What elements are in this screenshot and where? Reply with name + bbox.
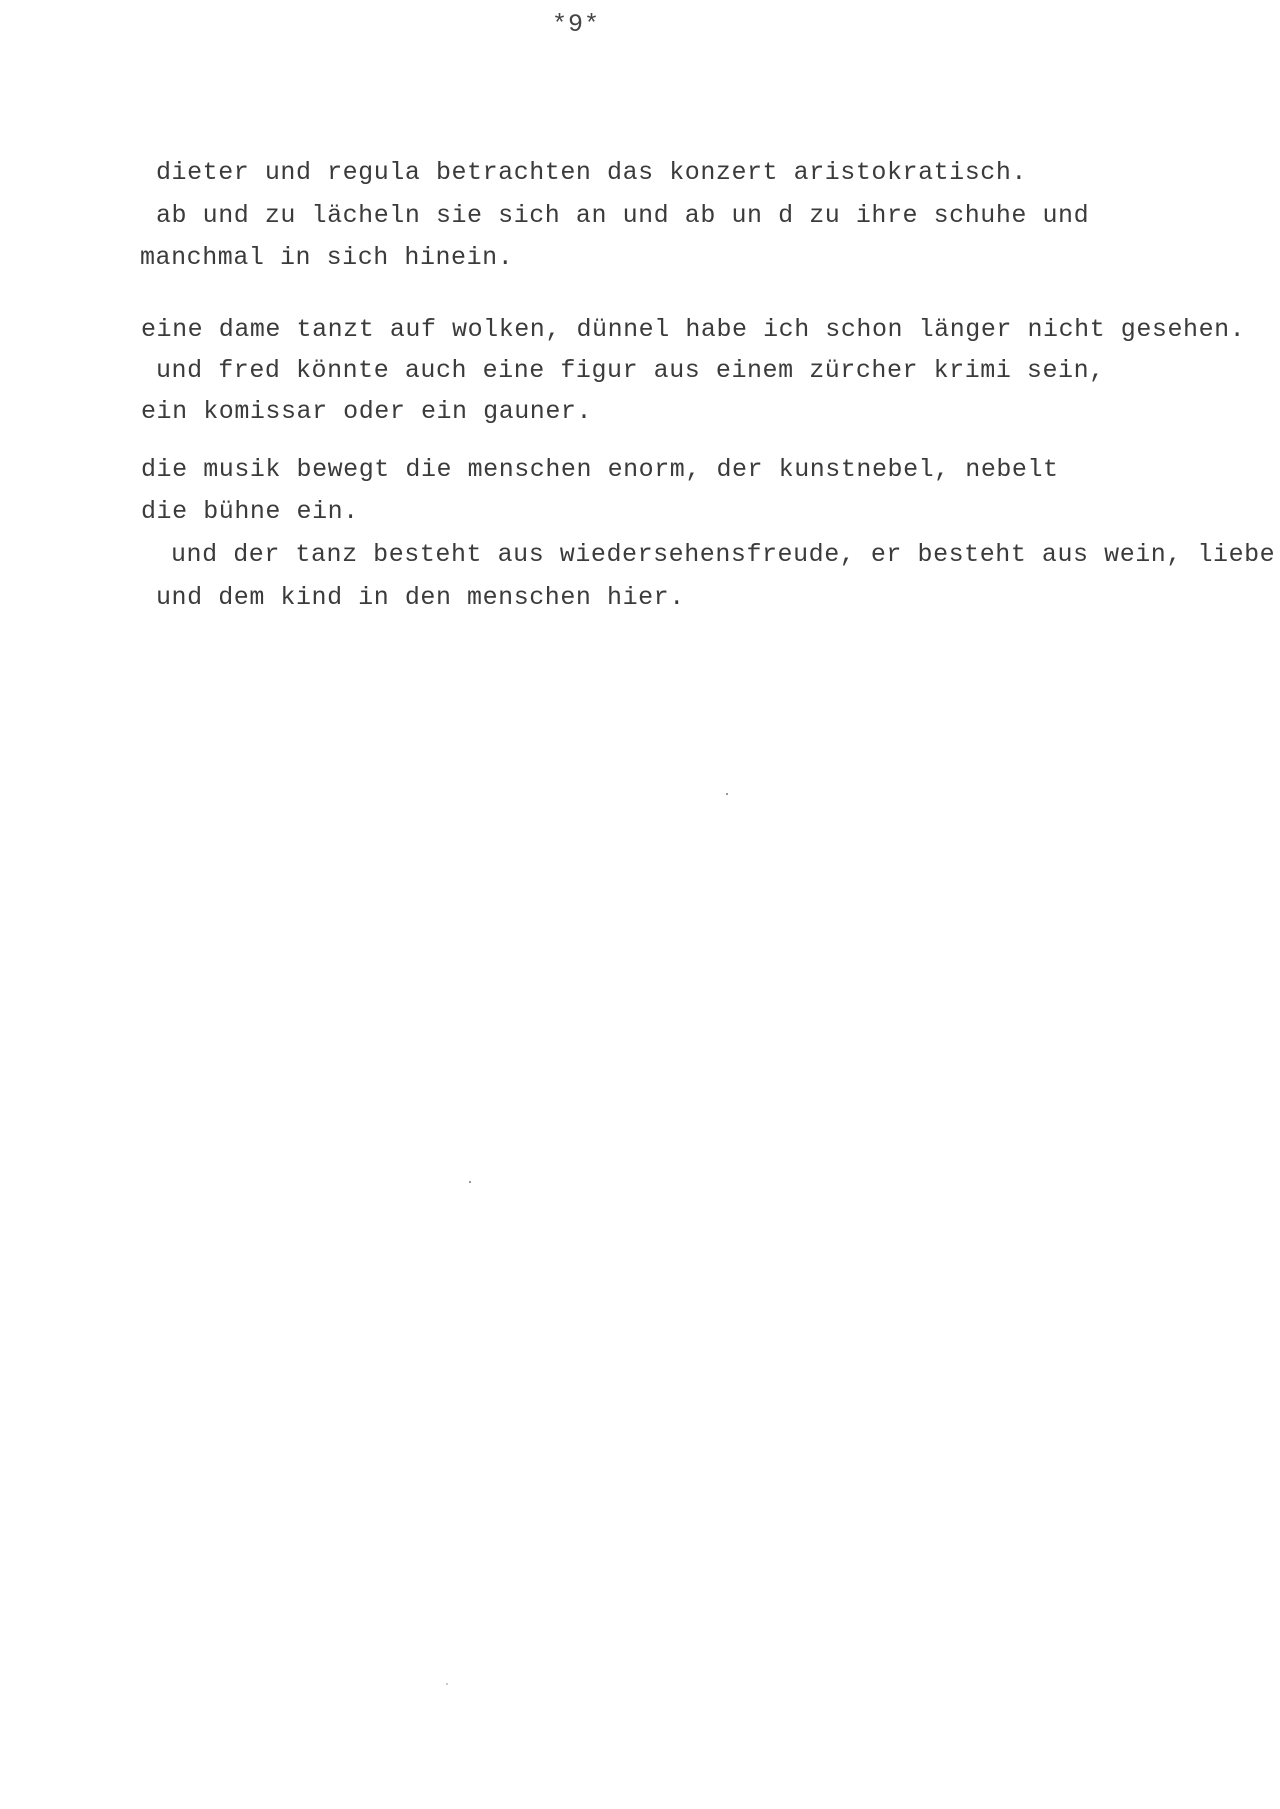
- paper-speck: [446, 1683, 448, 1685]
- text-line: ein komissar oder ein gauner.: [141, 397, 593, 426]
- text-line: und der tanz besteht aus wiedersehensfreude, er besteht aus wein, liebe: [171, 540, 1276, 569]
- text-line: manchmal in sich hinein.: [140, 243, 514, 272]
- text-line: und dem kind in den menschen hier.: [156, 583, 685, 612]
- paper-speck: [469, 1181, 471, 1183]
- page-number: *9*: [552, 10, 601, 39]
- text-line: dieter und regula betrachten das konzert aristokratisch.: [156, 158, 1027, 187]
- text-line: eine dame tanzt auf wolken, dünnel habe ich schon länger nicht gesehen.: [141, 315, 1246, 344]
- text-line: und fred könnte auch eine figur aus einem zürcher krimi sein,: [156, 356, 1105, 385]
- paper-speck: [726, 793, 728, 795]
- text-line: die musik bewegt die menschen enorm, der kunstnebel, nebelt: [141, 455, 1059, 484]
- text-line: ab und zu lächeln sie sich an und ab un d zu ihre schuhe und: [156, 201, 1090, 230]
- text-line: die bühne ein.: [141, 497, 359, 526]
